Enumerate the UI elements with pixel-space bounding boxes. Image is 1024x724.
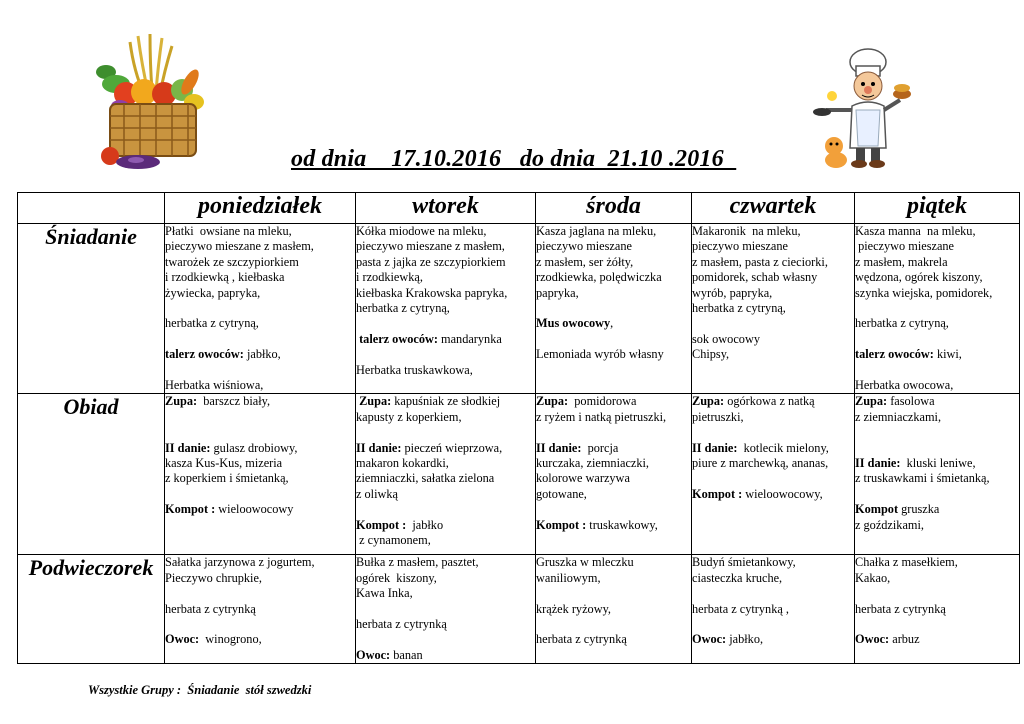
day-header-wednesday: środa (536, 193, 692, 224)
item-text: pieczeń wieprzowa, (401, 440, 503, 455)
item-text: Kawa Inka, (356, 586, 413, 601)
menu-line (165, 456, 355, 471)
menu-line (855, 378, 1019, 393)
item-text: jabłko, (726, 632, 764, 647)
item-label: Kompot : (536, 517, 587, 532)
item-label: Kompot : (692, 486, 743, 501)
item-text: z ryżem i natką pietruszki, (536, 409, 667, 424)
item-text: papryka, (536, 285, 579, 300)
item-text: kapuśniak ze słodkiej (391, 394, 501, 409)
menu-line (692, 487, 854, 502)
menu-line (536, 586, 691, 601)
item-label: Zupa: (855, 394, 888, 409)
item-text: Gruszka w mleczku (536, 555, 634, 570)
menu-line (855, 456, 1019, 471)
item-text: ziemniaczki, sałatka zielona (356, 471, 495, 486)
item-text: herbata z cytrynką (356, 617, 447, 632)
item-text: ogórek kiszony, (356, 570, 437, 585)
menu-cell (536, 394, 692, 555)
item-text: Płatki owsiane na mleku, (165, 224, 292, 238)
menu-line (692, 239, 854, 254)
meal-label: Śniadanie (18, 224, 165, 394)
item-text: arbuz (889, 632, 920, 647)
menu-line (536, 632, 691, 647)
item-text: pieczywo mieszane z masłem, (165, 239, 314, 254)
item-text: rzodkiewka, polędwiczka (536, 270, 662, 285)
menu-line (356, 255, 535, 270)
item-text: gruszka (898, 502, 940, 517)
menu-line (855, 441, 1019, 456)
item-label: Zupa: (356, 394, 392, 409)
menu-line (855, 602, 1019, 617)
item-text: Sałatka jarzynowa z jogurtem, (165, 555, 315, 570)
item-text: Makaronik na mleku, (692, 224, 801, 238)
item-text: gulasz drobiowy, (210, 440, 298, 455)
menu-line (855, 224, 1019, 239)
menu-cell (855, 224, 1020, 394)
menu-line (855, 347, 1019, 362)
item-label: II danie: (536, 440, 582, 455)
menu-cell (165, 555, 356, 664)
menu-line (536, 332, 691, 347)
item-text: z masłem, ser żółty, (536, 254, 634, 269)
menu-line (855, 487, 1019, 502)
menu-line (356, 410, 535, 425)
menu-line (855, 617, 1019, 632)
item-text: mandarynka (437, 331, 502, 346)
day-header-thursday: czwartek (692, 193, 855, 224)
menu-line (356, 533, 535, 548)
item-text: herbatka z cytryną, (356, 301, 450, 316)
item-text: herbatka z cytryną, (165, 316, 259, 331)
menu-line (692, 394, 854, 409)
item-text: pomidorek, schab własny (692, 270, 818, 285)
menu-line (692, 347, 854, 362)
menu-line (692, 286, 854, 301)
menu-line (692, 441, 854, 456)
item-text: herbata z cytrynką (536, 632, 627, 647)
item-text: i rzodkiewką, (356, 270, 423, 285)
menu-date-range-title: od dnia 17.10.2016 do dnia 21.10 .2016 (291, 146, 737, 172)
item-label: Owoc: (855, 632, 890, 647)
item-text: szynka wiejska, pomidorek, (855, 285, 993, 300)
menu-line (692, 332, 854, 347)
item-text: Kakao, (855, 570, 891, 585)
menu-line (356, 332, 535, 347)
item-label: Zupa: (165, 394, 198, 409)
item-text: i rzodkiewką , kiełbaska (165, 270, 285, 285)
item-text: truskawkowy, (586, 517, 658, 532)
item-text: banan (390, 647, 423, 662)
menu-line (855, 363, 1019, 378)
menu-line (692, 255, 854, 270)
menu-line (536, 347, 691, 362)
menu-line (356, 239, 535, 254)
menu-cell (692, 394, 855, 555)
menu-line (165, 471, 355, 486)
menu-line (536, 224, 691, 239)
menu-line (356, 632, 535, 647)
menu-line (536, 239, 691, 254)
menu-line (536, 487, 691, 502)
menu-line (356, 586, 535, 601)
menu-line (692, 632, 854, 647)
item-text: Herbatka owocowa, (855, 378, 954, 393)
menu-cell (855, 394, 1020, 555)
menu-line (536, 555, 691, 570)
menu-cell (165, 224, 356, 394)
menu-line (165, 255, 355, 270)
item-text: Budyń śmietankowy, (692, 555, 796, 570)
item-text: kotlecik mielony, (737, 440, 829, 455)
menu-line (356, 394, 535, 409)
menu-line (165, 441, 355, 456)
menu-line (356, 224, 535, 239)
menu-cell (356, 555, 536, 664)
corner-cell (18, 193, 165, 224)
menu-line (165, 602, 355, 617)
item-text: jabłko, (243, 347, 281, 362)
menu-line (536, 502, 691, 517)
item-text: pomidorowa (568, 394, 637, 409)
item-text: Herbatka wiśniowa, (165, 378, 264, 393)
menu-line (356, 316, 535, 331)
menu-line (165, 502, 355, 517)
menu-line (356, 518, 535, 533)
menu-line (536, 471, 691, 486)
menu-cell (165, 394, 356, 555)
item-text: herbatka z cytryną, (855, 316, 949, 331)
chef-illustration (812, 44, 912, 172)
menu-line (692, 456, 854, 471)
item-text: porcja (581, 440, 619, 455)
menu-line (165, 555, 355, 570)
item-label: Owoc: (165, 632, 200, 647)
item-text: Herbatka truskawkowa, (356, 362, 473, 377)
item-text: winogrono, (199, 632, 262, 647)
menu-cell (692, 555, 855, 664)
menu-line (855, 425, 1019, 440)
item-text: herbata z cytrynką (165, 601, 256, 616)
item-label: II danie: (356, 440, 402, 455)
item-label: II danie: (165, 440, 211, 455)
menu-cell (692, 224, 855, 394)
menu-line (692, 425, 854, 440)
menu-line (356, 441, 535, 456)
weekly-menu-table (17, 192, 1020, 664)
menu-line (692, 617, 854, 632)
menu-line (536, 301, 691, 316)
menu-line (855, 555, 1019, 570)
item-text: jabłko (406, 517, 444, 532)
menu-line (536, 286, 691, 301)
menu-cell (356, 394, 536, 555)
item-text: fasolowa (887, 394, 935, 409)
menu-line (165, 425, 355, 440)
menu-line (536, 602, 691, 617)
item-label: Owoc: (692, 632, 727, 647)
menu-line (692, 301, 854, 316)
menu-line (855, 286, 1019, 301)
item-label: talerz owoców: (165, 347, 244, 362)
menu-line (536, 410, 691, 425)
item-text: barszcz biały, (197, 394, 271, 409)
item-text: kasza Kus-Kus, mizeria (165, 456, 283, 471)
meal-label: Podwieczorek (18, 555, 165, 664)
item-text: Lemoniada wyrób własny (536, 347, 664, 362)
menu-line (536, 270, 691, 285)
meal-row-afternoon-snack (18, 555, 1020, 664)
item-text: pasta z jajka ze szczypiorkiem (356, 254, 506, 269)
menu-line (536, 425, 691, 440)
menu-line (855, 270, 1019, 285)
item-label: Kompot (855, 502, 899, 517)
day-header-monday: poniedziałek (165, 193, 356, 224)
item-text: z ziemniaczkami, (855, 409, 942, 424)
menu-line (356, 571, 535, 586)
menu-line (536, 441, 691, 456)
menu-line (536, 255, 691, 270)
item-text: , (610, 316, 614, 331)
menu-line (855, 410, 1019, 425)
item-label: Kompot : (356, 517, 407, 532)
item-text: pieczywo mieszane (536, 239, 632, 254)
menu-line (356, 487, 535, 502)
item-text: pieczywo mieszane z masłem, (356, 239, 505, 254)
item-text: Pieczywo chrupkie, (165, 570, 262, 585)
item-label: II danie: (855, 456, 901, 471)
item-text: kiwi, (933, 347, 962, 362)
item-text: makaron kokardki, (356, 456, 449, 471)
menu-line (692, 586, 854, 601)
item-text: Kasza jaglana na mleku, (536, 224, 657, 238)
menu-line (356, 648, 535, 663)
item-text: pietruszki, (692, 409, 744, 424)
menu-line (855, 301, 1019, 316)
menu-line (165, 394, 355, 409)
menu-line (536, 518, 691, 533)
item-text: ciasteczka kruche, (692, 570, 783, 585)
item-text: wyrób, papryka, (692, 285, 773, 300)
menu-line (165, 316, 355, 331)
menu-line (356, 425, 535, 440)
menu-line (536, 394, 691, 409)
item-text: Chałka z masełkiem, (855, 555, 958, 570)
menu-line (165, 363, 355, 378)
item-text: Kółka miodowe na mleku, (356, 224, 487, 238)
footer-note: Wszystkie Grupy : Śniadanie stół szwedzki (88, 683, 312, 697)
menu-line (855, 332, 1019, 347)
menu-line (165, 617, 355, 632)
menu-line (536, 456, 691, 471)
item-text: kiełbaska Krakowska papryka, (356, 285, 508, 300)
item-text: kluski leniwe, (900, 456, 976, 471)
menu-line (165, 301, 355, 316)
item-text: z oliwką (356, 486, 399, 501)
item-text: z koperkiem i śmietanką, (165, 471, 289, 486)
menu-line (356, 301, 535, 316)
item-text: gotowane, (536, 486, 587, 501)
menu-line (165, 632, 355, 647)
menu-line (356, 270, 535, 285)
menu-line (356, 617, 535, 632)
item-text: waniliowym, (536, 570, 601, 585)
menu-line (692, 316, 854, 331)
menu-line (165, 286, 355, 301)
vegetable-basket-illustration (92, 32, 212, 174)
day-header-friday: piątek (855, 193, 1020, 224)
day-header-tuesday: wtorek (356, 193, 536, 224)
item-label: Zupa: (536, 394, 569, 409)
menu-line (165, 270, 355, 285)
item-text: pieczywo mieszane (692, 239, 788, 254)
item-label: Owoc: (356, 647, 391, 662)
item-text: z masłem, makrela (855, 254, 948, 269)
item-text: kapusty z koperkiem, (356, 409, 462, 424)
menu-line (356, 602, 535, 617)
menu-cell (855, 555, 1020, 664)
menu-cell (536, 224, 692, 394)
menu-line (692, 571, 854, 586)
menu-line (692, 224, 854, 239)
menu-line (165, 410, 355, 425)
item-text: kolorowe warzywa (536, 471, 630, 486)
day-header-row (18, 193, 1020, 224)
menu-line (855, 471, 1019, 486)
menu-line (855, 571, 1019, 586)
item-label: talerz owoców: (855, 347, 934, 362)
menu-line (356, 456, 535, 471)
item-text: twarożek ze szczypiorkiem (165, 254, 299, 269)
meal-row-breakfast (18, 224, 1020, 394)
item-text: z goździkami, (855, 517, 924, 532)
menu-line (165, 239, 355, 254)
menu-line (855, 316, 1019, 331)
item-text: krążek ryżowy, (536, 601, 611, 616)
menu-line (536, 571, 691, 586)
menu-line (692, 555, 854, 570)
menu-line (165, 378, 355, 393)
item-text: pieczywo mieszane (855, 239, 955, 254)
menu-line (855, 239, 1019, 254)
menu-line (692, 602, 854, 617)
menu-line (356, 286, 535, 301)
item-text: herbata z cytrynką , (692, 601, 789, 616)
item-label: II danie: (692, 440, 738, 455)
menu-line (165, 224, 355, 239)
item-label: Kompot : (165, 502, 216, 517)
menu-line (165, 487, 355, 502)
item-text: sok owocowy (692, 331, 760, 346)
item-text: z masłem, pasta z cieciorki, (692, 254, 828, 269)
menu-cell (536, 555, 692, 664)
menu-line (356, 471, 535, 486)
item-text: żywiecka, papryka, (165, 285, 261, 300)
meal-row-lunch (18, 394, 1020, 555)
item-text: ogórkowa z natką (724, 394, 815, 409)
menu-line (356, 347, 535, 362)
item-label: talerz owoców: (356, 331, 438, 346)
menu-line (165, 332, 355, 347)
item-text: herbata z cytrynką (855, 601, 946, 616)
menu-line (356, 502, 535, 517)
item-text: kurczaka, ziemniaczki, (536, 456, 649, 471)
menu-line (855, 255, 1019, 270)
item-text: z cynamonem, (356, 533, 431, 548)
menu-line (165, 571, 355, 586)
item-text: wieloowocowy, (742, 486, 823, 501)
menu-line (536, 617, 691, 632)
menu-line (855, 632, 1019, 647)
item-text: Chipsy, (692, 347, 730, 362)
menu-line (855, 394, 1019, 409)
item-text: piure z marchewką, ananas, (692, 456, 829, 471)
menu-cell (356, 224, 536, 394)
menu-line (356, 555, 535, 570)
menu-line (165, 347, 355, 362)
item-text: Bułka z masłem, pasztet, (356, 555, 479, 570)
item-label: Zupa: (692, 394, 725, 409)
item-text: wieloowocowy (215, 502, 294, 517)
item-text: Kasza manna na mleku, (855, 224, 976, 238)
menu-line (855, 586, 1019, 601)
menu-line (692, 471, 854, 486)
meal-label: Obiad (18, 394, 165, 555)
menu-line (536, 316, 691, 331)
menu-line (855, 518, 1019, 533)
item-label: Mus owocowy (536, 316, 611, 331)
menu-line (692, 270, 854, 285)
item-text: z truskawkami i śmietanką, (855, 471, 990, 486)
item-text: herbatka z cytryną, (692, 301, 786, 316)
menu-line (165, 586, 355, 601)
menu-line (692, 410, 854, 425)
menu-line (356, 363, 535, 378)
menu-line (855, 502, 1019, 517)
item-text: wędzona, ogórek kiszony, (855, 270, 983, 285)
